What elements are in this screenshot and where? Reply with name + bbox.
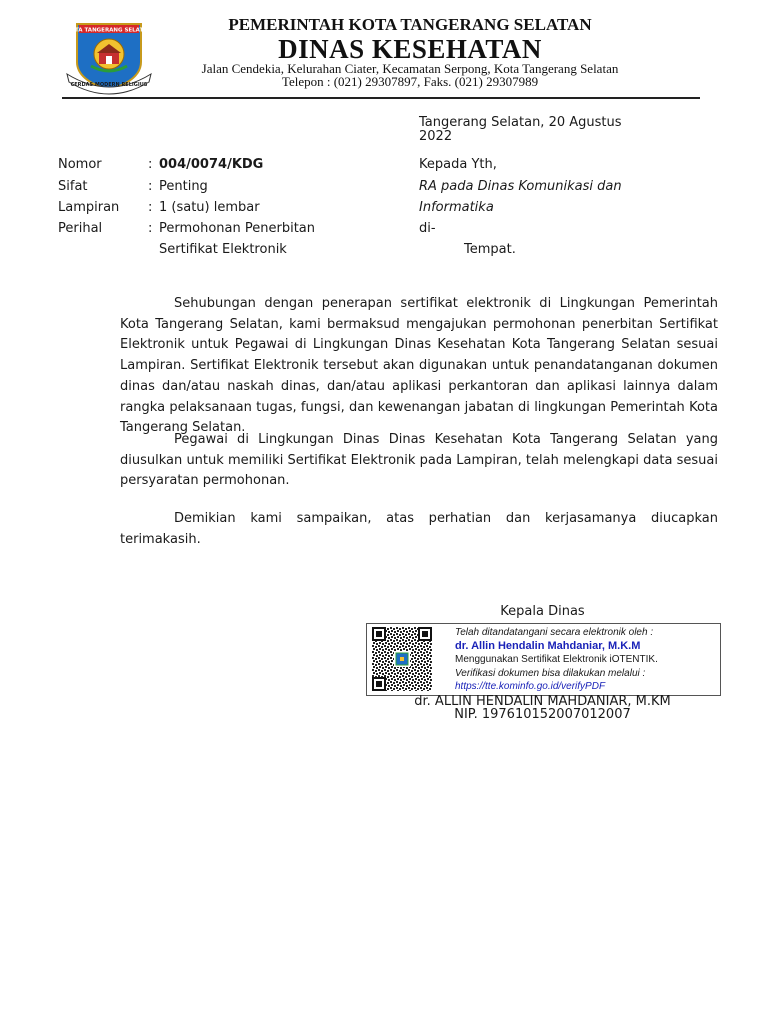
certificate-note: Menggunakan Sertifikat Elektronik iOTENTIK. — [455, 654, 658, 665]
e-signature-details — [455, 626, 658, 694]
department-name: DINAS KESEHATAN — [278, 34, 542, 64]
sifat-label: Sifat — [58, 179, 88, 194]
perihal-value: Permohonan Penerbitan — [159, 221, 315, 236]
city-emblem-logo — [65, 20, 153, 96]
signer-name-certificate: dr. Allin Hendalin Mahdaniar, M.K.M — [455, 639, 641, 652]
body-paragraph-2: Pegawai di Lingkungan Dinas Dinas Kesehatan Kota Tangerang Selatan yang diusulkan untuk memiliki Sertifikat Elektronik pada Lampiran, telah melengkapi data sesuai persyaratan permohonan. — [120, 432, 718, 489]
sifat-value: Penting — [159, 179, 208, 194]
recipient-place: Tempat. — [464, 242, 516, 257]
svg-text:CERDAS MODERN RELIGIUS: CERDAS MODERN RELIGIUS — [70, 82, 148, 88]
office-address: Jalan Cendekia, Kelurahan Ciater, Kecamatan Serpong, Kota Tangerang Selatan — [201, 61, 619, 76]
government-name: PEMERINTAH KOTA TANGERANG SELATAN — [228, 15, 592, 34]
nomor-colon: : — [148, 157, 153, 172]
recipient-di: di- — [419, 221, 436, 236]
body-paragraph-3: Demikian kami sampaikan, atas perhatian dan kerjasamanya diucapkan terimakasih. — [120, 511, 718, 547]
letterhead-divider — [62, 97, 700, 99]
body-paragraph-1: Sehubungan dengan penerapan sertifikat elektronik di Lingkungan Pemerintah Kota Tangerang Selatan, kami bermaksud mengajukan permohonan penerbitan Sertifikat Elektronik untuk Pegawai di Lingkungan Dinas Kesehatan Kota Tangerang Selatan sesuai Lampiran. Sertifikat Elektronik tersebut akan digunakan untuk penandatanganan dokumen dinas dan/atau naskah dinas, dan/atau aplikasi perkantoran dan aplikasi lainnya dalam rangka pelaksanaan tugas, fungsi, dan kewenangan jabatan di lingkungan Pemerintah Kota Tangerang Selatan. — [120, 296, 718, 436]
signer-name: dr. ALLIN HENDALIN MAHDANIAR, M.KM — [414, 694, 671, 709]
nomor-value: 004/0074/KDG — [159, 157, 264, 172]
sifat-colon: : — [148, 179, 153, 194]
verify-note: Verifikasi dokumen bisa dilakukan melalui : — [455, 667, 646, 679]
perihal-label: Perihal — [58, 221, 103, 236]
nomor-label: Nomor — [58, 157, 102, 172]
verify-link[interactable]: https://tte.kominfo.go.id/verifyPDF — [455, 681, 606, 692]
lampiran-label: Lampiran — [58, 200, 120, 215]
qr-code-icon[interactable] — [372, 627, 432, 691]
recipient-name-cont: Informatika — [419, 200, 494, 215]
office-phone: Telepon : (021) 29307897, Faks. (021) 29307989 — [281, 74, 539, 89]
signed-note: Telah ditandatangani secara elektronik oleh : — [455, 627, 654, 638]
e-signature-box — [366, 623, 721, 696]
perihal-colon: : — [148, 221, 153, 236]
letter-date-year: 2022 — [419, 129, 453, 144]
perihal-value-cont: Sertifikat Elektronik — [159, 242, 287, 257]
recipient-name: RA pada Dinas Komunikasi dan — [419, 179, 622, 194]
signer-position: Kepala Dinas — [500, 604, 585, 619]
recipient-greeting: Kepada Yth, — [419, 157, 497, 172]
svg-text:KOTA TANGERANG SELATAN: KOTA TANGERANG SELATAN — [66, 27, 152, 34]
lampiran-colon: : — [148, 200, 153, 215]
lampiran-value: 1 (satu) lembar — [159, 200, 260, 215]
letter-date: Tangerang Selatan, 20 Agustus — [419, 115, 622, 130]
signer-nip: NIP. 197610152007012007 — [454, 707, 631, 722]
